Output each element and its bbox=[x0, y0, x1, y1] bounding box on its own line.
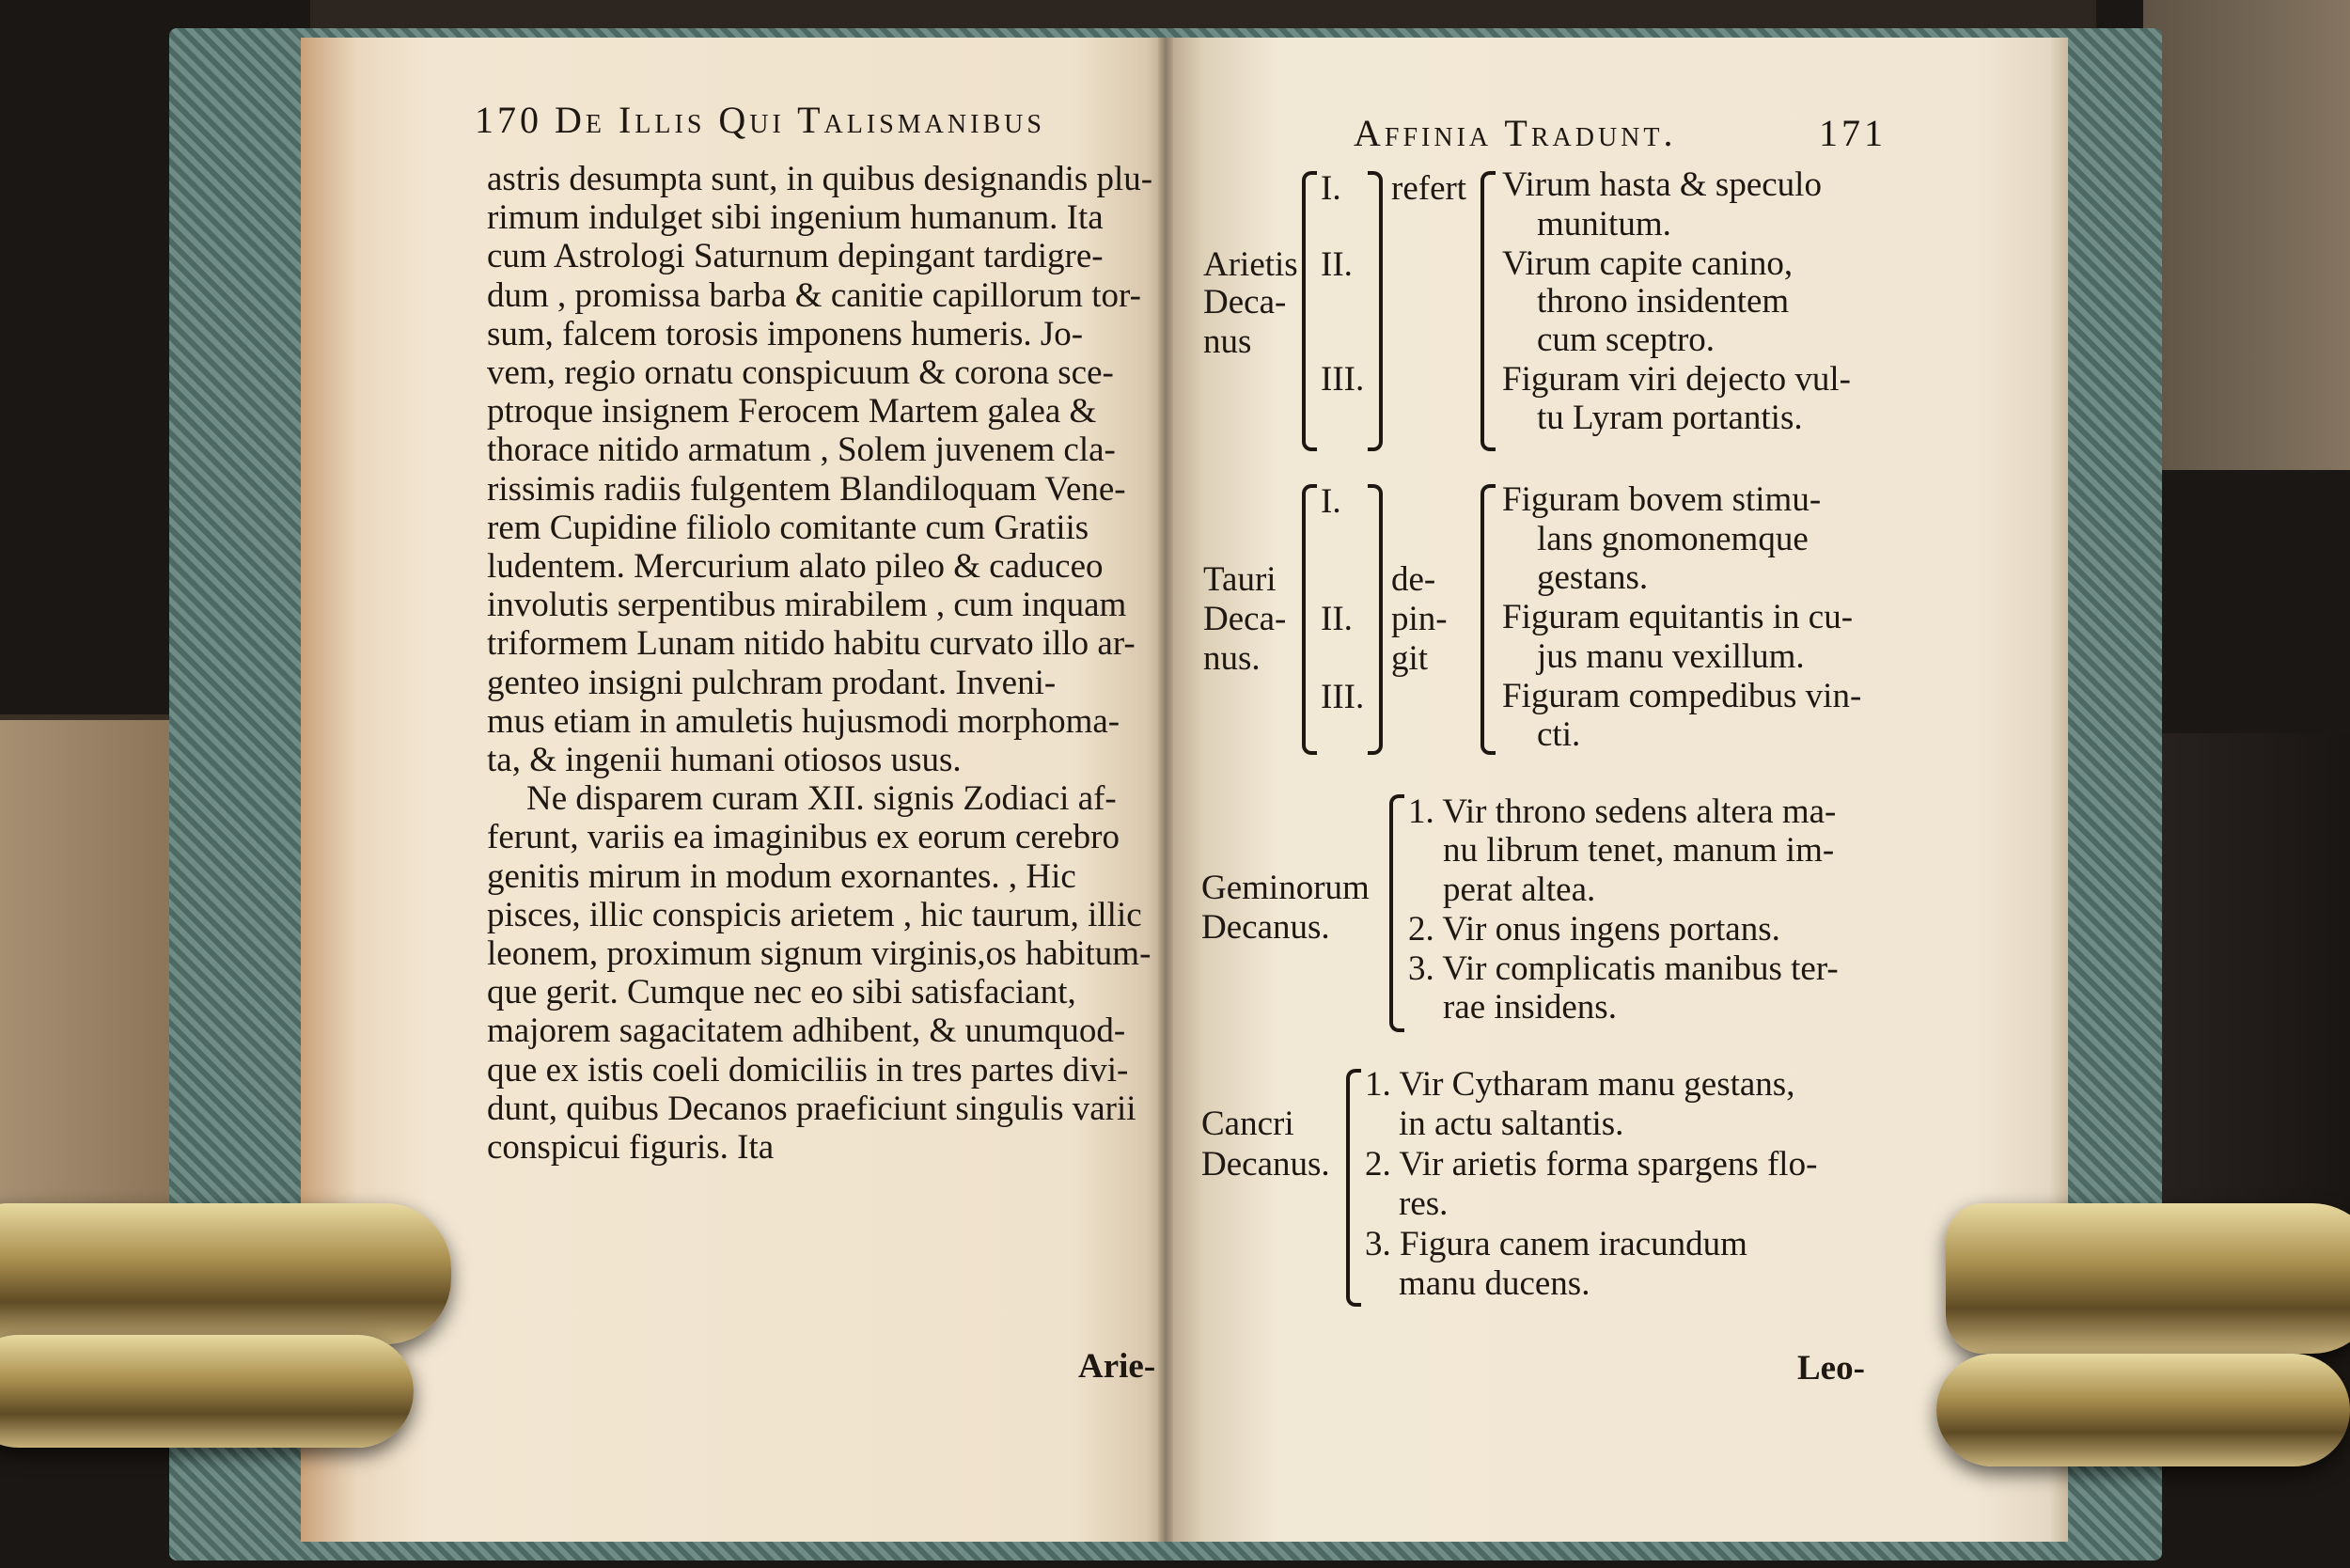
left-text-line: que ex istis coeli domiciliis in tres partes divi- bbox=[487, 1050, 1129, 1090]
taurus-numeral-2: II. bbox=[1321, 600, 1353, 638]
brass-hand-left-finger bbox=[0, 1335, 414, 1448]
gemini-bracket bbox=[1389, 794, 1404, 1032]
left-text-line: Ne disparem curam XII. signis Zodiaci af- bbox=[526, 779, 1117, 819]
taurus-bracket-mid bbox=[1368, 484, 1383, 755]
taurus-line: jus manu vexillum. bbox=[1537, 637, 1805, 676]
gemini-line: 1. Vir throno sedens altera ma- bbox=[1408, 792, 1837, 831]
left-text-line: ptroque insignem Ferocem Martem galea & bbox=[487, 392, 1097, 431]
left-text-line: dunt, quibus Decanos praeficiunt singulis varii bbox=[487, 1089, 1136, 1128]
aries-line: throno insidentem bbox=[1537, 282, 1790, 321]
background-book bbox=[2143, 0, 2350, 470]
left-text-line: rimum indulget sibi ingenium humanum. Ita bbox=[487, 198, 1104, 238]
taurus-bracket-right bbox=[1480, 484, 1496, 755]
left-text-line: sum, falcem torosis imponens humeris. Jo- bbox=[487, 314, 1084, 353]
left-text-line: mus etiam in amuletis hujusmodi morphoma- bbox=[487, 701, 1120, 741]
gemini-label-2: Decanus. bbox=[1201, 908, 1330, 947]
right-catchword: Leo- bbox=[1797, 1349, 1865, 1388]
left-text-line: leonem, proximum signum virginis,os habitum- bbox=[487, 934, 1152, 973]
cancer-line: 1. Vir Cytharam manu gestans, bbox=[1365, 1065, 1795, 1104]
left-text-line: astris desumpta sunt, in quibus designandis plu- bbox=[487, 160, 1153, 198]
aries-bracket-right bbox=[1480, 171, 1496, 451]
gemini-line: 2. Vir onus ingens portans. bbox=[1408, 910, 1780, 949]
taurus-line: lans gnomonemque bbox=[1537, 520, 1809, 558]
aries-label-2: Deca- bbox=[1203, 283, 1287, 321]
aries-label-1: Arietis bbox=[1203, 245, 1298, 284]
gemini-label-1: Geminorum bbox=[1201, 869, 1370, 907]
taurus-line: Figuram compedibus vin- bbox=[1502, 677, 1862, 715]
brass-hand-right-finger bbox=[1936, 1354, 2350, 1466]
left-text-line: que gerit. Cumque nec eo sibi satisfaciant, bbox=[487, 973, 1076, 1012]
brass-hand-left bbox=[0, 1203, 451, 1344]
left-text-line: genteo insigni pulchram prodant. Inveni- bbox=[487, 663, 1057, 702]
cancer-line: res. bbox=[1399, 1184, 1449, 1223]
taurus-line: cti. bbox=[1537, 715, 1581, 754]
taurus-label-3: nus. bbox=[1203, 639, 1261, 678]
aries-line: Figuram viri dejecto vul- bbox=[1502, 360, 1851, 399]
left-running-head: De Illis Qui Talismanibus bbox=[555, 99, 1045, 141]
aries-bracket-left bbox=[1302, 171, 1317, 451]
left-text-line: vem, regio ornatu conspicuum & corona sce- bbox=[487, 353, 1114, 392]
gemini-line: rae insidens. bbox=[1443, 988, 1617, 1027]
aries-numeral-2: II. bbox=[1321, 245, 1353, 284]
aries-line: tu Lyram portantis. bbox=[1537, 399, 1803, 437]
taurus-verb-3: git bbox=[1391, 639, 1429, 678]
taurus-line: gestans. bbox=[1537, 558, 1649, 597]
left-text-line: ferunt, variis ea imaginibus ex eorum cerebro bbox=[487, 818, 1120, 857]
left-text-line: cum Astrologi Saturnum depingant tardigre- bbox=[487, 237, 1104, 276]
left-text-line: rissimis radiis fulgentem Blandiloquam Vene- bbox=[487, 469, 1126, 509]
right-page-number: 171 bbox=[1819, 112, 1887, 154]
aries-line: Virum hasta & speculo bbox=[1502, 165, 1822, 204]
aries-line: cum sceptro. bbox=[1537, 321, 1716, 359]
aries-bracket-mid bbox=[1368, 171, 1383, 451]
cancer-label-2: Decanus. bbox=[1201, 1145, 1330, 1184]
cancer-label-1: Cancri bbox=[1201, 1105, 1294, 1143]
aries-label-3: nus bbox=[1203, 322, 1252, 361]
book-gutter bbox=[1158, 38, 1173, 1542]
taurus-verb-1: de- bbox=[1391, 560, 1436, 599]
left-text-line: ludentem. Mercurium alato pileo & caduceo bbox=[487, 547, 1104, 586]
aries-numeral-3: III. bbox=[1321, 360, 1365, 399]
cancer-line: manu ducens. bbox=[1399, 1264, 1590, 1303]
cancer-line: 2. Vir arietis forma spargens flo- bbox=[1365, 1145, 1818, 1184]
taurus-verb-2: pin- bbox=[1391, 600, 1448, 638]
taurus-label-1: Tauri bbox=[1203, 560, 1277, 599]
brass-hand-right bbox=[1946, 1203, 2350, 1354]
left-text-line: genitis mirum in modum exornantes. , Hic bbox=[487, 856, 1076, 896]
left-page-number: 170 bbox=[475, 99, 542, 141]
cancer-line: in actu saltantis. bbox=[1399, 1105, 1624, 1143]
left-text-line: thorace nitido armatum , Solem juvenem cla- bbox=[487, 431, 1116, 470]
taurus-numeral-1: I. bbox=[1321, 482, 1341, 521]
taurus-line: Figuram bovem stimu- bbox=[1502, 480, 1822, 519]
left-text-line: involutis serpentibus mirabilem , cum inquam bbox=[487, 586, 1127, 625]
taurus-bracket-left bbox=[1302, 484, 1317, 755]
left-text-line: majorem sagacitatem adhibent, & unumquod- bbox=[487, 1011, 1126, 1051]
left-text-line: conspicui figuris. Ita bbox=[487, 1128, 775, 1167]
cancer-line: 3. Figura canem iracundum bbox=[1365, 1225, 1747, 1263]
gemini-line: nu librum tenet, manum im- bbox=[1443, 831, 1835, 870]
left-text-line: rem Cupidine filiolo comitante cum Gratiis bbox=[487, 508, 1089, 547]
aries-line: Virum capite canino, bbox=[1502, 244, 1794, 283]
right-running-head: Affinia Tradunt. bbox=[1354, 112, 1677, 154]
left-text-line: dum , promissa barba & canitie capillorum tor- bbox=[487, 275, 1141, 315]
cancer-bracket bbox=[1346, 1069, 1361, 1307]
left-text-line: ta, & ingenii humani otiosos usus. bbox=[487, 741, 962, 779]
gemini-line: perat altea. bbox=[1443, 870, 1596, 909]
left-text-line: triformem Lunam nitido habitu curvato illo ar- bbox=[487, 624, 1136, 664]
aries-line: munitum. bbox=[1537, 205, 1671, 243]
left-text-line: pisces, illic conspicis arietem , hic taurum, illic bbox=[487, 895, 1142, 934]
taurus-line: Figuram equitantis in cu- bbox=[1502, 598, 1854, 636]
taurus-numeral-3: III. bbox=[1321, 678, 1365, 716]
gemini-line: 3. Vir complicatis manibus ter- bbox=[1408, 949, 1839, 988]
spine-handwriting bbox=[47, 908, 85, 1152]
taurus-label-2: Deca- bbox=[1203, 600, 1287, 638]
aries-verb: refert bbox=[1391, 169, 1467, 208]
left-catchword: Arie- bbox=[1078, 1347, 1156, 1386]
aries-numeral-1: I. bbox=[1321, 169, 1341, 208]
